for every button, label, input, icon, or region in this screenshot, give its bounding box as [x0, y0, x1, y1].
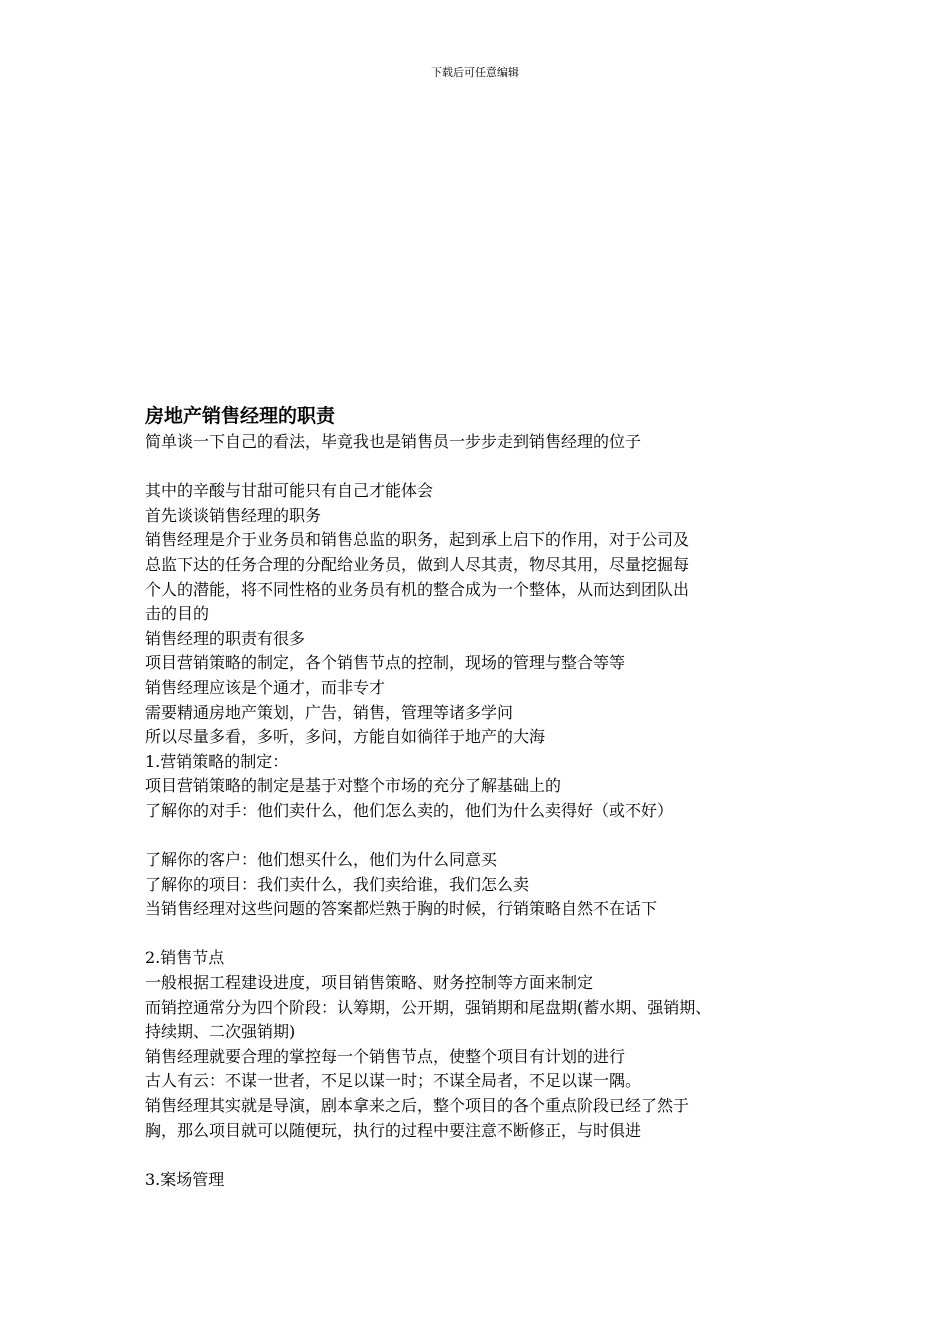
text-line: 首先谈谈销售经理的职务: [145, 505, 322, 525]
text-line: 其中的辛酸与甘甜可能只有自己才能体会: [145, 481, 434, 501]
text-line: 击的目的: [145, 604, 210, 624]
text-line: 胸，那么项目就可以随便玩，执行的过程中要注意不断修正，与时俱进: [145, 1120, 642, 1140]
text-line: 项目营销策略的制定是基于对整个市场的充分了解基础上的: [145, 776, 562, 796]
text-line: 而销控通常分为四个阶段：认筹期，公开期，强销期和尾盘期(蓄水期、强销期、: [145, 997, 712, 1017]
blank-line: [145, 824, 820, 849]
text-line: 销售经理是介于业务员和销售总监的职务，起到承上启下的作用，对于公司及: [145, 530, 690, 550]
text-line: 销售经理的职责有很多: [145, 628, 306, 648]
text-line: 2.销售节点: [145, 948, 225, 968]
text-line: 当销售经理对这些问题的答案都烂熟于胸的时候，行销策略自然不在话下: [145, 899, 658, 919]
document-body: [145, 402, 820, 1192]
text-line: 所以尽量多看，多听，多问，方能自如徜徉于地产的大海: [145, 727, 546, 747]
text-line: 销售经理就要合理的掌控每一个销售节点，使整个项目有计划的进行: [145, 1046, 626, 1066]
text-line: 销售经理应该是个通才，而非专才: [145, 677, 386, 697]
blank-line: [145, 922, 820, 947]
text-line: 了解你的对手：他们卖什么，他们怎么卖的，他们为什么卖得好（或不好）: [145, 800, 674, 820]
page-header: 下载后可任意编辑: [431, 66, 519, 79]
text-line: 3.案场管理: [145, 1169, 225, 1189]
text-line: 古人有云：不谋一世者，不足以谋一时；不谋全局者，不足以谋一隅。: [145, 1071, 642, 1091]
text-line: 了解你的客户：他们想买什么，他们为什么同意买: [145, 850, 498, 870]
document-title: 房地产销售经理的职责: [145, 405, 336, 427]
text-line: 持续期、二次强销期): [145, 1022, 296, 1042]
text-line: 1.营销策略的制定：: [145, 751, 289, 771]
text-line: 总监下达的任务合理的分配给业务员，做到人尽其责，物尽其用，尽量挖掘每: [145, 554, 690, 574]
blank-line: [145, 455, 820, 480]
text-line: 了解你的项目：我们卖什么，我们卖给谁，我们怎么卖: [145, 874, 530, 894]
text-line: 项目营销策略的制定，各个销售节点的控制，现场的管理与整合等等: [145, 653, 626, 673]
text-line: 简单谈一下自己的看法，毕竟我也是销售员一步步走到销售经理的位子: [145, 432, 642, 451]
paragraph-lines: [145, 430, 820, 1192]
text-line: 一般根据工程建设进度，项目销售策略、财务控制等方面来制定: [145, 973, 594, 993]
text-line: 销售经理其实就是导演，剧本拿来之后，整个项目的各个重点阶段已经了然于: [145, 1096, 690, 1116]
text-line: 个人的潜能，将不同性格的业务员有机的整合成为一个整体，从而达到团队出: [145, 579, 690, 599]
text-line: 需要精通房地产策划，广告，销售，管理等诸多学问: [145, 702, 514, 722]
blank-line: [145, 1143, 820, 1168]
